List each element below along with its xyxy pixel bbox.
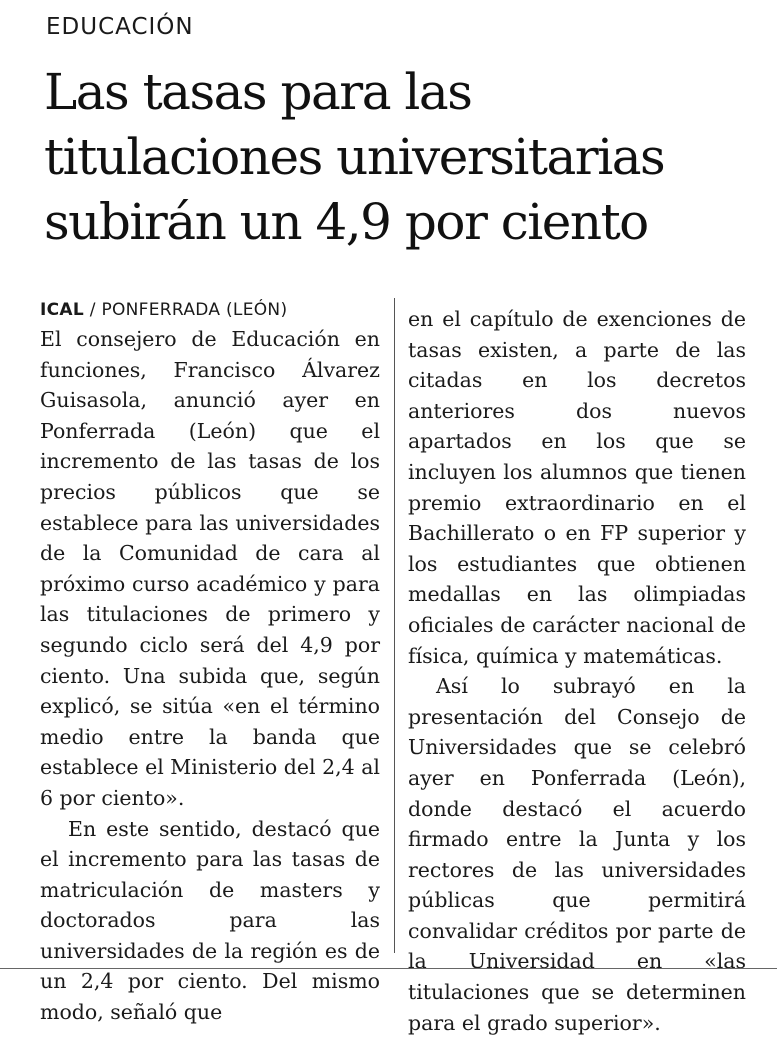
headline-line-3: subirán un 4,9 por ciento [44, 193, 648, 251]
body-paragraph-2-continued: en el capítulo de exenciones de tasas existen, a parte de las citadas en los decretos anteriores dos nuevos apartados en los que se incluyen los alumnos que tienen premio extraordinario en el Bachillerato o en FP superior y los estudiantes que obtienen medallas en las olimpiadas oficiales de carácter nacional de física, química y matemáticas. [408, 307, 746, 668]
body-paragraph-1: El consejero de Educación en funciones, Francisco Álvarez Guisasola, anunció ayer en Ponferrada (León) que el incremento de las tasas de los precios públicos que se establece para las universidades de la Comunidad de cara al próximo curso académico y para las titulaciones de primero y segundo ciclo será del 4,9 por ciento. Una subida que, según explicó, se sitúa «en el término medio entre la banda que establece el Ministerio del 2,4 al 6 por ciento». [40, 327, 380, 810]
byline [40, 296, 380, 324]
column-divider [394, 298, 395, 953]
body-paragraph-2: En este sentido, destacó que el incremento para las tasas de matriculación de masters y doctorados para las universidades de la región es de un 2,4 por ciento. Del mismo modo, señaló que [40, 816, 380, 1025]
section-label: EDUCACIÓN [46, 14, 194, 40]
headline-line-2: titulaciones universitarias [44, 128, 665, 186]
headline [44, 60, 764, 255]
byline-place: PONFERRADA (LEÓN) [101, 300, 288, 320]
byline-separator: / [84, 300, 102, 320]
article-column-left [40, 296, 380, 1028]
body-paragraph-3: Así lo subrayó en la presentación del Consejo de Universidades que se celebró ayer en Ponferrada (León), donde destacó el acuerdo firmado entre la Junta y los rectores de las universidades públicas que permitirá convalidar créditos por parte de la Universidad en «las titulaciones que se determinen para el grado superior». [408, 674, 746, 1035]
bottom-rule [0, 968, 777, 969]
article-column-right [408, 304, 746, 1038]
headline-line-1: Las tasas para las [44, 63, 472, 121]
byline-agency: ICAL [40, 300, 84, 320]
